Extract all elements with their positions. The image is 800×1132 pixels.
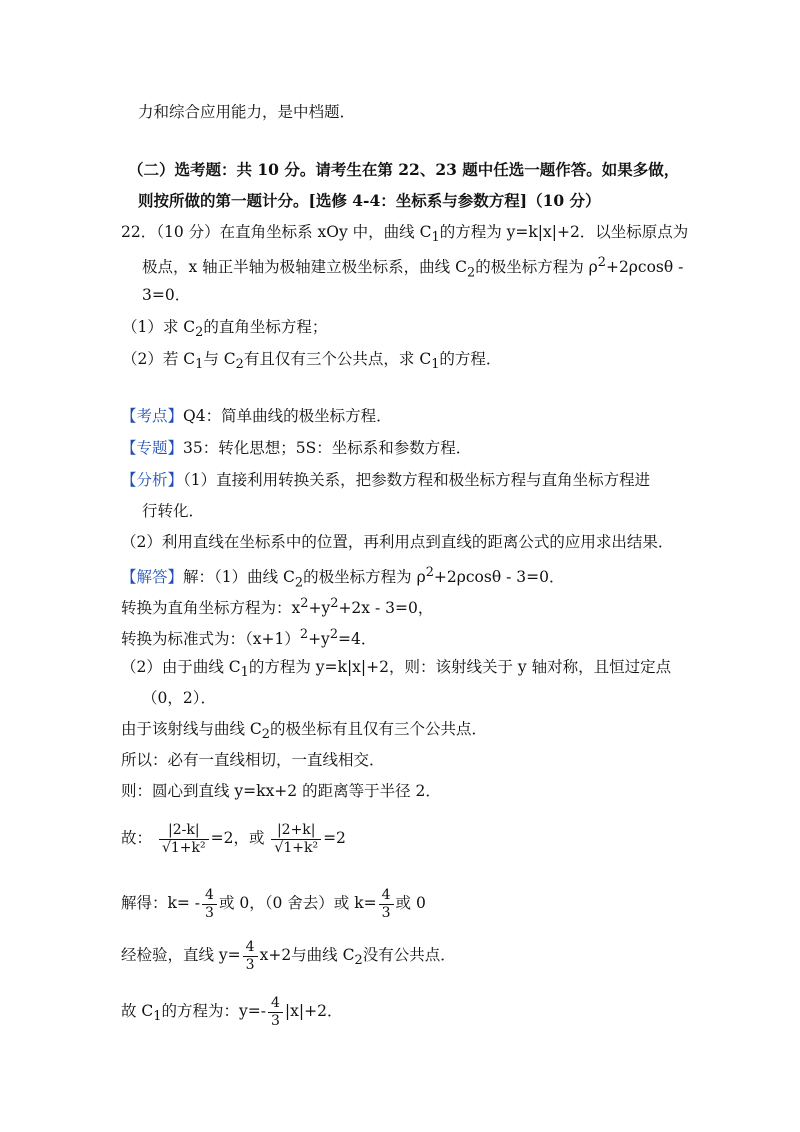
analysis-line1: 【分析】（1）直接利用转换关系，把参数方程和极坐标方程与直角坐标方程进 [121,471,651,489]
question-22-line2: 极点，x 轴正半轴为极轴建立极坐标系，曲线 $C_2$的极坐标方程为 $\rho^2+2\rho\cos\theta$ - [142,255,684,281]
continuation-line: 力和综合应用能力，是中档题． [138,103,356,121]
answer-line3: 转换为标准式为：$(x+1)^2+y^2=4$． [121,627,377,649]
answer-solution-k: 解得：k= - $\frac{4}{3}$ 或 0，（0 舍去）或 k= $\frac{4}{3}$ 或 0 [121,886,426,921]
sub-question-2: （2）若 $C_1$与 $C_2$有且仅有三个公共点，求 $C_1$的方程． [122,350,502,373]
answer-line5: （0，2）． [142,689,216,707]
sub-question-1: （1）求 $C_2$的直角坐标方程； [122,318,328,341]
tag-jieda: 【解答】 [121,568,184,587]
question-22-line1: 22．（10 分）在直角坐标系 xOy 中，曲线 $C_1$的方程为 y=k|x|+2．以坐标原点为 [121,223,689,246]
tag-fenxi: 【分析】 [121,471,184,489]
knowledge-point: 【考点】Q4：简单曲线的极坐标方程． [121,407,392,425]
section-heading-line2: 则按所做的第一题计分。[选修 4-4：坐标系与参数方程]（10 分） [138,191,601,210]
fraction-4-3-check: $\frac{4}{3}$ [243,939,258,974]
answer-line2: 转换为直角坐标方程为：$x^2+y^2+2x - 3=0$， [121,596,434,618]
fraction-final: $\frac{4}{3}$ [268,995,283,1030]
answer-line8: 则：圆心到直线 y=kx+2 的距离等于半径 2． [121,782,441,800]
answer-line4: （2）由于曲线 $C_1$的方程为 y=k|x|+2，则：该射线关于 y 轴对称，且恒过定点 [121,658,672,681]
fraction-neg-4-3: $\frac{4}{3}$ [202,887,217,922]
answer-distance-formula: 故： $\frac{|2-k|}{\text{√1+k²}}$ =2，或 $\frac{|2+k|}{\text{√1+k²}}$ =2 [121,821,346,856]
answer-line1: 【解答】解：（1）曲线 $C_2$的极坐标方程为 $\rho^2+2\rho\cos\theta - 3=0$． [121,565,565,591]
question-22-line3: 3=0． [142,286,191,304]
answer-final: 故 $C_1$的方程为：y=- $\frac{4}{3}$ |x|+2． [121,994,343,1029]
topic: 【专题】35：转化思想；5S：坐标系和参数方程． [121,439,472,457]
analysis-line3: （2）利用直线在坐标系中的位置，再利用点到直线的距离公式的应用求出结果． [121,533,674,551]
tag-zhuanti: 【专题】 [121,439,184,457]
section-heading-line1: （二）选考题：共 10 分。请考生在第 22、23 题中任选一题作答。如果多做， [128,160,680,179]
fraction-4-3: $\frac{4}{3}$ [379,887,394,922]
tag-kaodian: 【考点】 [121,407,184,425]
fraction-2: $\frac{|2+k|}{\text{√1+k²}}$ [271,822,321,857]
fraction-1: $\frac{|2-k|}{\text{√1+k²}}$ [159,822,209,857]
analysis-line2: 行转化． [142,502,205,520]
answer-line6: 由于该射线与曲线 $C_2$的极坐标有且仅有三个公共点． [121,720,488,743]
answer-line7: 所以：必有一直线相切，一直线相交． [121,751,385,769]
answer-verification: 经检验，直线 y= $\frac{4}{3}$ x+2与曲线 $C_2$没有公共点． [121,938,456,973]
